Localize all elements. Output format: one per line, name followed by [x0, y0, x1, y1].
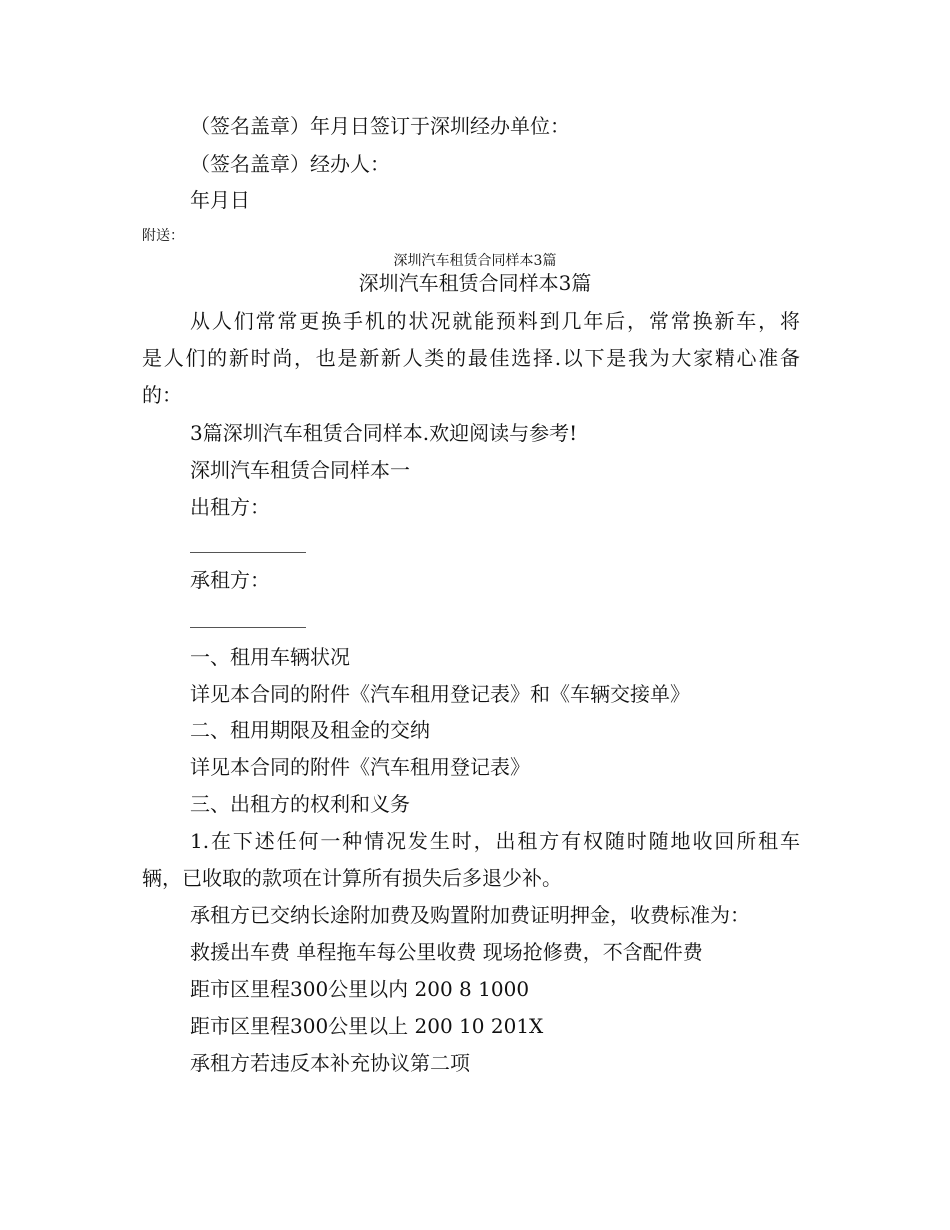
fee-table-header: 救援出车费 单程拖车每公里收费 现场抢修费，不含配件费: [190, 940, 703, 964]
lessee-label: 承租方：: [190, 568, 270, 592]
lessor-label: 出租方：: [190, 495, 270, 519]
section-heading-sample-one: 深圳汽车租赁合同样本一: [190, 458, 410, 482]
clause-2-heading: 二、租用期限及租金的交纳: [190, 718, 430, 742]
date-line: 年月日: [190, 188, 250, 212]
intro-paragraph-line-3: 的：: [142, 383, 182, 407]
clause-3-item-1-line-1: 1.在下述任何一种情况发生时，出租方有权随时随地收回所租车: [190, 829, 800, 853]
lessor-blank-line: [190, 552, 306, 553]
intro-paragraph-line-1: 从人们常常更换手机的状况就能预料到几年后，常常换新车，将: [190, 309, 800, 333]
clause-3-item-1-line-2: 辆，已收取的款项在计算所有损失后多退少补。: [142, 866, 562, 890]
clause-1-heading: 一、租用车辆状况: [190, 645, 350, 669]
clause-2-text: 详见本合同的附件《汽车租用登记表》: [190, 755, 530, 779]
intro-paragraph-line-2: 是人们的新时尚，也是新新人类的最佳选择.以下是我为大家精心准备: [142, 346, 800, 370]
fee-table-row-over-300km: 距市区里程300公里以上 200 10 201X: [190, 1014, 544, 1038]
clause-3-heading: 三、出租方的权利和义务: [190, 792, 410, 816]
violation-clause-line: 承租方若违反本补充协议第二项: [190, 1051, 470, 1075]
intro-closing-line: 3篇深圳汽车租赁合同样本.欢迎阅读与参考!: [190, 421, 578, 445]
fee-table-row-within-300km: 距市区里程300公里以内 200 8 1000: [190, 977, 530, 1001]
deposit-paragraph: 承租方已交纳长途附加费及购置附加费证明押金，收费标准为：: [190, 903, 750, 927]
document-title: 深圳汽车租赁合同样本3篇: [358, 271, 592, 295]
header-title-small: 深圳汽车租赁合同样本3篇: [393, 253, 557, 269]
signature-line-handler: （签名盖章）经办人：: [190, 152, 390, 176]
signature-line-signing-unit: （签名盖章）年月日签订于深圳经办单位：: [190, 114, 570, 138]
attachment-label: 附送：: [142, 228, 184, 244]
lessee-blank-line: [190, 627, 306, 628]
clause-1-text: 详见本合同的附件《汽车租用登记表》和《车辆交接单》: [190, 682, 690, 706]
